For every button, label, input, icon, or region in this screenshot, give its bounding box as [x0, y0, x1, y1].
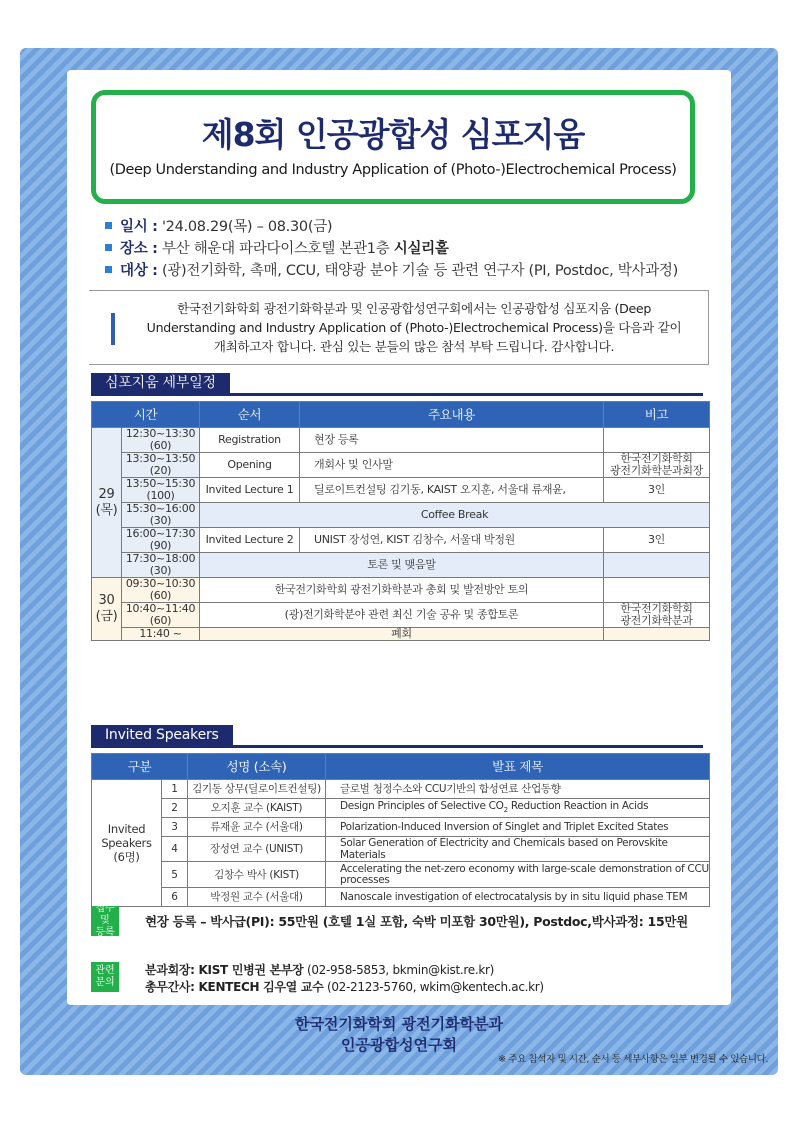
title-box	[91, 90, 695, 204]
speakers-table	[91, 753, 710, 907]
table-row: 6 박정원 교수 (서울대) Nanoscale investigation of electrocatalysis by in situ liquid phase TEM	[92, 888, 710, 907]
footer-note: ※ 주요 참석자 및 시간, 순서 등 세부사항은 일부 변경될 수 있습니다.	[498, 1054, 768, 1065]
table-row: 10:40~11:40 (60) (광)전기화학분야 관련 최신 기술 공유 및 종합토론 한국전기화학회 광전기화학분과	[92, 603, 710, 628]
col-note: 비고	[604, 402, 710, 428]
table-row: 29 (목) 12:30~13:30 (60) Registration 현장 등록	[92, 428, 710, 453]
table-row: 16:00~17:30 (90) Invited Lecture 2 UNIST 장성연, KIST 김창수, 서울대 박정원 3인	[92, 528, 710, 553]
info-place: 장소 : 부산 해운대 파라다이스호텔 본관1층 시실리홀	[105, 238, 705, 260]
day-30: 30 (금)	[92, 578, 122, 641]
subtitle: (Deep Understanding and Industry Application of (Photo-)Electrochemical Process)	[109, 162, 677, 178]
registration-info	[91, 904, 701, 938]
col-talk: 발표 제목	[326, 754, 710, 780]
table-row: 4 장성연 교수 (UNIST) Solar Generation of Electricity and Chemicals based on Perovskite Materials	[92, 837, 710, 862]
col-group: 구분	[92, 754, 188, 780]
contact-line-2: 총무간사: KENTECH 김우열 교수 (02-2123-5760, wkim@kentech.ac.kr)	[145, 980, 544, 994]
col-name: 성명 (소속)	[188, 754, 326, 780]
table-row: 2 오지훈 교수 (KAIST) Design Principles of Selective $CO_2$ Reduction Reaction in Acids	[92, 799, 710, 818]
table-row: Invited Speakers (6명) 1 김기동 상무(딜로이트컨설팅) 글로벌 청정수소와 CCU기반의 합성연료 산업동향	[92, 780, 710, 799]
striped-frame	[20, 48, 778, 1075]
bullet-icon	[105, 222, 112, 229]
day-29: 29 (목)	[92, 428, 122, 578]
content-card	[67, 70, 731, 1005]
table-row: 13:50~15:30 (100) Invited Lecture 1 딜로이트컨설팅 김기동, KAIST 오지훈, 서울대 류재윤, 3인	[92, 478, 710, 503]
bullet-icon	[105, 244, 112, 251]
table-row: 15:30~16:00 (30) Coffee Break	[92, 503, 710, 528]
speakers-heading: Invited Speakers	[91, 724, 703, 748]
intro-box	[89, 290, 709, 365]
group-label: Invited Speakers (6명)	[92, 780, 162, 907]
col-order: 순서	[200, 402, 300, 428]
col-time: 시간	[92, 402, 200, 428]
table-row: 3 류재윤 교수 (서울대) Polarization-Induced Inversion of Singlet and Triplet Excited States	[92, 818, 710, 837]
event-info	[105, 216, 705, 282]
col-content: 주요내용	[300, 402, 604, 428]
table-row: 13:30~13:50 (20) Opening 개회사 및 인사말 한국전기화학회 광전기화학분과회장	[92, 453, 710, 478]
table-row: 17:30~18:00 (30) 토론 및 맺음말	[92, 553, 710, 578]
contact-badge: 관련 문의	[91, 962, 119, 992]
quote-bar	[111, 313, 115, 345]
intro-text: 한국전기화학회 광전기화학분과 및 인공광합성연구회에서는 인공광합성 심포지움 (Deep Understanding and Industry Application of (Photo-)Electrochemical Process)을 다음과 같이 개최하고자 합니다. 관심 있는 분들의 많은 참석 부탁 드립니다. 감사합니다.	[146, 301, 682, 354]
registration-badge: 접수 및 등록	[91, 906, 119, 936]
main-title: 제8회 인공광합성 심포지움	[201, 115, 585, 154]
table-row: 30 (금) 09:30~10:30 (60) 한국전기화학회 광전기화학분과 총회 및 발전방안 토의	[92, 578, 710, 603]
bullet-icon	[105, 266, 112, 273]
info-target: 대상 : (광)전기화학, 촉매, CCU, 태양광 분야 기술 등 관련 연구자 (PI, Postdoc, 박사과정)	[105, 260, 705, 282]
table-row: 5 김창수 박사 (KIST) Accelerating the net-zero economy with large-scale demonstration of CCU processes	[92, 862, 710, 888]
contact-line-1: 분과회장: KIST 민병권 본부장 (02-958-5853, bkmin@kist.re.kr)	[145, 963, 495, 977]
table-row: 11:40 ~ 폐회	[92, 628, 710, 641]
registration-text: 현장 등록 – 박사급(PI): 55만원 (호텔 1실 포함, 숙박 미포함 30만원), Postdoc,박사과정: 15만원	[145, 914, 688, 929]
schedule-table	[91, 401, 710, 641]
footer-organizers: 한국전기화학회 광전기화학분과 인공광합성연구회	[294, 1015, 504, 1054]
schedule-heading: 심포지움 세부일정	[91, 372, 703, 396]
contact-info	[91, 960, 701, 996]
info-date: 일시 : '24.08.29(목) – 08.30(금)	[105, 216, 705, 238]
